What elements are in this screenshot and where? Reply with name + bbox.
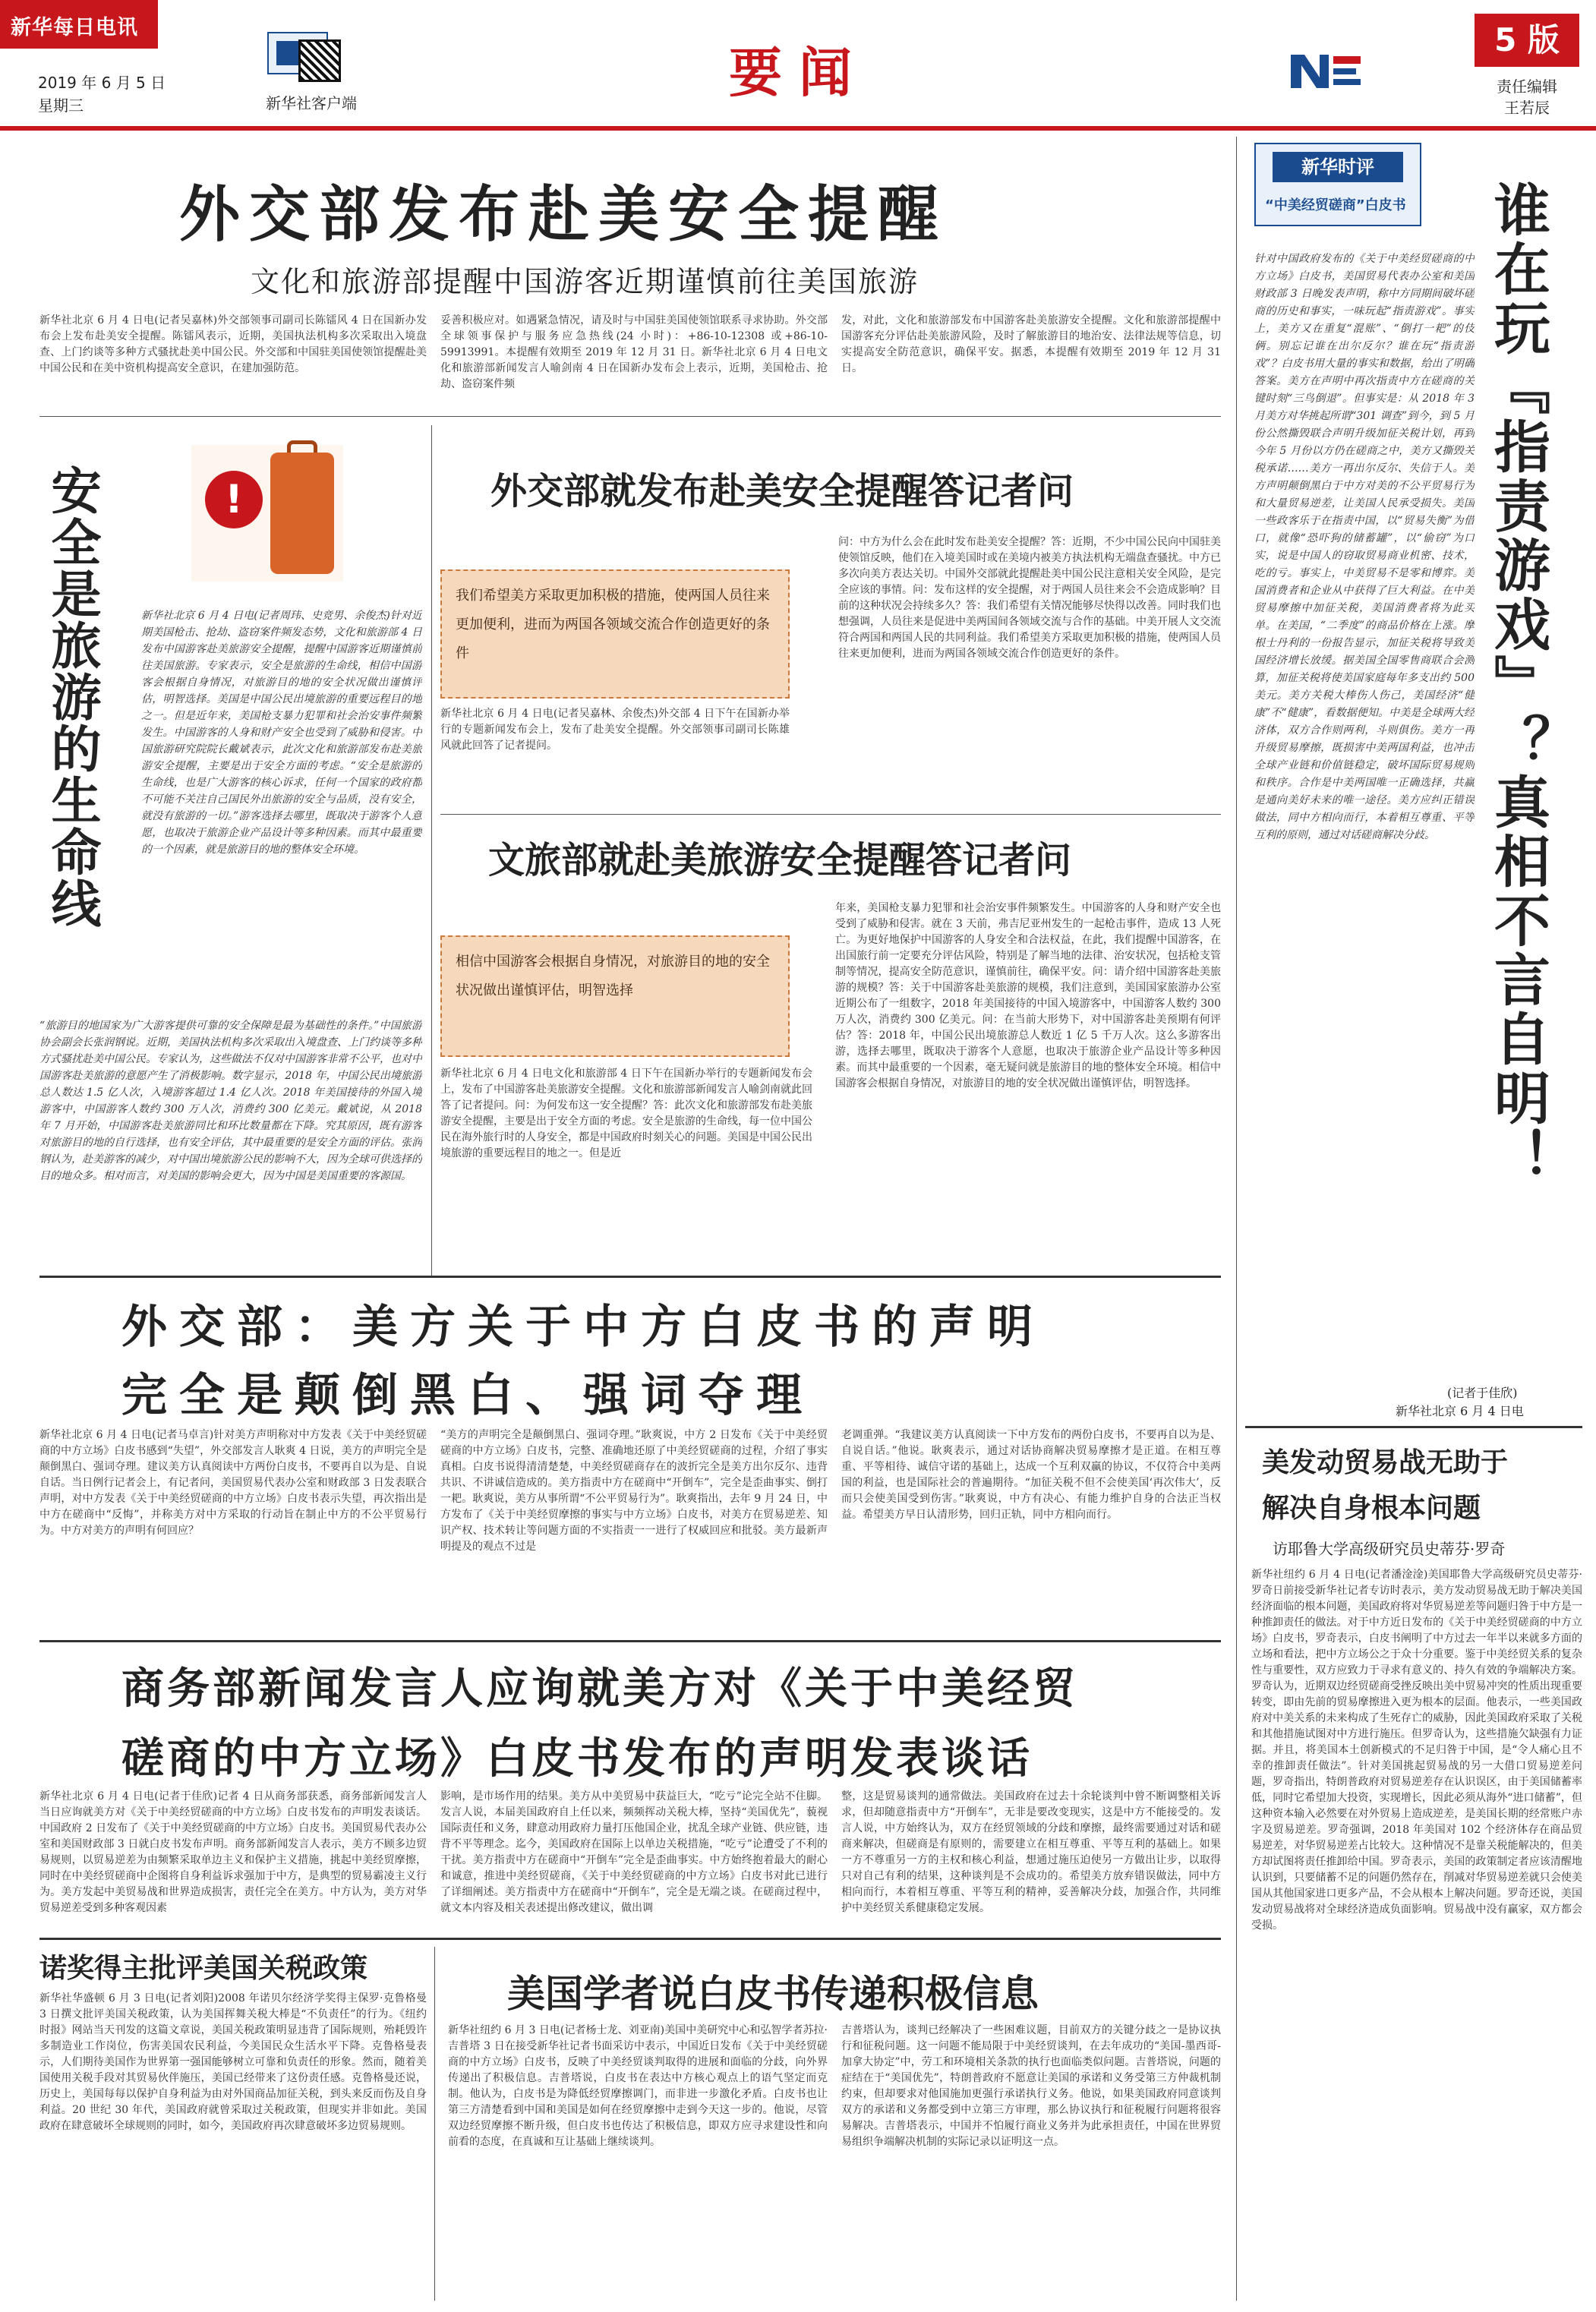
page-edition-badge: 5 版 — [1475, 14, 1579, 67]
commentary-badge: 新华时评 — [1273, 152, 1403, 182]
mct-pull-quote: 相信中国游客会根据自身情况，对旅游目的地的安全状况做出谨慎评估，明智选择 — [440, 935, 790, 1057]
side-story-byline: 访耶鲁大学高级研究员史蒂芬·罗奇 — [1273, 1540, 1506, 1558]
mct-qa-headline: 文旅部就赴美旅游安全提醒答记者问 — [488, 839, 1072, 882]
lead-headline: 外交部发布赴美安全提醒 — [179, 178, 948, 250]
column-rule — [1236, 137, 1237, 2301]
nobel-headline: 诺奖得主批评美国关税政策 — [39, 1952, 368, 1984]
section-divider — [39, 1276, 1221, 1278]
mfa-statement-headline-2: 完全是颠倒黑白、强词夺理 — [121, 1369, 814, 1422]
scholar-col1: 新华社纽约 6 月 3 日电(记者杨士龙、刘亚南)美国中美研究中心和弘智学者苏拉·吉普塔 3 日在接受新华社记者书面采访中表示，中国近日发布《关于中美经贸磋商的中方立场》白皮书，反映了中美经贸谈判取得的进展和面临的分歧，向外界传递出了积极信息。吉普塔说，白皮书在表达中方核心观点上的语气坚定而克制。他认为，白皮书是为降低经贸摩擦调门，而非进一步激化矛盾。白皮书也让第三方清楚看到中国和美国是如何在经贸摩擦中走到今天这一步的。他说，尽管双边经贸摩擦不断升级，但白皮书也传达了积极信息，即双方应寻求建设性和向前看的态度，在真诚和互让基础上继续谈判。 — [448, 2024, 828, 2148]
editor-credit — [1475, 76, 1579, 118]
side-story-body: 新华社纽约 6 月 4 日电(记者潘淦淦)美国耶鲁大学高级研究员史蒂芬·罗奇日前接受新华社记者专访时表示，美方发动贸易战无助于解决美国经济面临的根本问题，美国政府将对华贸易逆差等问题归咎于中方是一种推卸责任的做法。对于中方近日发布的《关于中美经贸磋商的中方立场》白皮书，罗奇表示，白皮书阐明了中方过去一年半以来就多方面的立场和看法，把中方立场公之于众十分重要。鉴于中美经贸关系的复杂性与重要性，双方应致力于寻求有意义的、持久有效的争端解决方案。罗奇认为，近期双边经贸磋商受挫反映出美中贸易冲突的性质出现重要转变，即由先前的贸易摩擦进入更为根本的层面。他表示，一些美国政府对中美关系的未来构成了生死存亡的威胁，因此美国政府采取了关税和其他措施试图对中方进行施压。但罗奇认为，这些措施欠缺强有力证据。并且，将美国本土创新模式的不足归咎于中国，是“令人痛心且不幸的推卸责任做法”。针对美国挑起贸易战的另一大借口贸易逆差问题，罗奇指出，特朗普政府对贸易逆差存在认识误区，由于美国储蓄率低，同时它希望加大投资，实现增长，因此必须从海外“进口储蓄”，但这种资本输入必然要在对外贸易上造成逆差，是美国长期的经常账户赤字及贸易逆差。罗奇强调，2018 年美国对 102 个经济体存在商品贸易逆差，对华贸易逆差占比较大。这种情况不是靠关税能解决的，但美方却试图将责任推卸给中国。罗奇表示，美国的政策制定者应该清醒地认识到，只要储蓄不足的问题仍然存在，削减对华贸易逆差就只会使美国从其他国家进口更多产品，不会从根本上解决问题。罗奇还说，美国发动贸易战将对全球经济造成负面影响。贸易战中没有赢家，双方都会受损。 — [1251, 1569, 1582, 1932]
mct-qa-body: 年来，美国枪支暴力犯罪和社会治安事件频繁发生。中国游客的人身和财产安全也受到了威胁和侵害。就在 3 天前，弗吉尼亚州发生的一起枪击事件，造成 13 人死亡。为更好地保护中国游客的人身安全和合法权益，在此，我们提醒中国游客，在出国旅行前一定要充分评估风险，特别是了解当地的法律、治安状况，包括枪支管制等情况，提高安全防范意识，谨慎前往，确保平安。问：请介绍中国游客赴美旅游的规模？答：关于中国游客赴美旅游的规模，我们注意到，美国国家旅游办公室近期公布了一组数字，2018 年美国接待的中国入境游客中，中国游客人数约 300 万人次，消费约 300 亿美元。问：在当前大形势下，对中国游客赴美预期有何评估？答：2018 年，中国公民出境旅游总人数近 1 亿 5 千万人次。这么多游客出游，选择去哪里，既取决于游客个人意愿，也取决于旅游企业产品设计等多种因素。而其中最重要的一个因素，毫无疑问就是旅游目的地的整体安全环境。相信中国游客会根据自身情况，对旅游目的地的安全状况做出谨慎评估，明智选择。 — [835, 902, 1221, 1090]
mofcom-headline-1: 商务部新闻发言人应询就美方对《关于中美经贸 — [121, 1664, 1078, 1714]
alert-icon: ! — [205, 471, 263, 528]
lead-col1: 新华社北京 6 月 4 日电(记者吴嘉林)外交部领事司副司长陈镭风 4 日在国新办发布会上发布赴美安全提醒。陈镭风表示，近期，美国执法机构多次采取出入境盘查、上门约谈等多种方式骚扰赴美中国公民。外交部和中国驻美国使领馆提醒赴美中国公民和在美中资机构提高安全意识，在建加强防范。 — [39, 314, 427, 374]
mfa-statement-col2: “美方的声明完全是颠倒黑白、强词夺理。”耿爽说，中方 2 日发布《关于中美经贸磋商的中方立场》白皮书，完整、准确地还原了中美经贸磋商的过程，介绍了事实真相。白皮书说得清清楚楚，中美经贸磋商存在的波折完全是美方出尔反尔、违背共识、不讲诚信造成的。美方指责中方在磋商中“开倒车”，完全是歪曲事实、倒打一耙。耿爽说，美方从事所谓“不公平贸易行为”。耿爽指出，去年 9 月 24 日，中方发布了《关于中美经贸摩擦的事实与中方立场》白皮书，对美方在贸易逆差、知识产权、技术转让等问题方面的不实指责一一进行了权威回应和批驳。美方最新声明提及的观点不过是 — [440, 1429, 828, 1553]
mofcom-col1: 新华社北京 6 月 4 日电(记者于佳欣)记者 4 日从商务部获悉，商务部新闻发言人当日应询就美方对《关于中美经贸磋商的中方立场》白皮书发布的声明发表谈话。中国政府 2 日发布了《关于中美经贸磋商的中方立场》白皮书。美国贸易代表办公室和美国财政部 3 日就白皮书发布声明。商务部新闻发言人表示，美方不顾多边贸易规则，以贸易逆差为由频繁采取单边主义和保护主义措施，挑起中美经贸摩擦，同时在中美经贸磋商中企图将自身利益诉求强加于中方，是典型的贸易霸凌主义行为。美方发起中美贸易战和世界造成损害，责任完全在美方。中方认为，美方对华贸易逆差受到多种客观因素 — [39, 1790, 427, 1914]
news-brand-logo-icon — [1283, 44, 1367, 97]
mfa-qa-body: 问：中方为什么会在此时发布赴美安全提醒？答：近期，不少中国公民向中国驻美使领馆反映，他们在入境美国时或在美境内被美方执法机构无端盘查骚扰。中方已多次向美方表达关切。中国外交部就此提醒赴美中国公民注意相关安全风险，是完全应该的事情。问：发布这样的安全提醒，对于两国人员往来会不会造成影响？目前的这种状况会持续多久？答：我们希望有关情况能够尽快得以改善。同时我们也想强调，人员往来是促进中美两国间各领域交流与合作的基础。中美开展人文交流符合两国和两国人民的共同利益。我们希望美方采取更加积极的措施，使两国人员往来更加便利，进而为两国各领域交流合作创造更好的条件。 — [838, 536, 1221, 660]
newspaper-brand: 新华每日电讯 — [0, 0, 158, 49]
safety-body-right: 新华社北京 6 月 4 日电(记者周玮、史竞男、余俊杰)针对近期美国枪击、抢劫、盗窃案件频发态势，文化和旅游部 4 日发布中国游客赴美旅游安全提醒，提醒中国游客近期谨慎前往美国旅游。专家表示，安全是旅游的生命线，相信中国游客会根据自身情况，对旅游目的地的安全状况做出谨慎评估，明智选择。美国是中国公民出境旅游的重要远程目的地之一。但是近年来，美国枪支暴力犯罪和社会治安事件频繁发生。中国游客的人身和财产安全也受到了威胁和侵害。中国旅游研究院院长戴斌表示，此次文化和旅游部发布赴美旅游安全提醒，主要是出于安全方面的考虑。“安全是旅游的生命线，也是广大游客的核心诉求，任何一个国家的政府都不可能不关注自己国民外出旅游的安全与品质，没有安全，就没有旅游的一切。”游客选择去哪里，既取决于游客个人意愿，也取决于旅游企业产品设计等多种因素。而其中最重要的一个因素，就是旅游目的地的整体安全环境。 — [141, 610, 422, 856]
mfa-statement-col3: 老调重弹。“我建议美方认真阅读一下中方发布的两份白皮书，不要再自以为是、自说自话。”他说。耿爽表示，通过对话协商解决贸易摩擦才是正道。在相互尊重、平等相待、诚信守诺的基础上，达成一个互利双赢的协议，不仅符合中美两国的利益，也是国际社会的普遍期待。“加征关税不但不会使美国‘再次伟大’，反而只会使美国受到伤害。”耿爽说，中方有决心、有能力维护自身的合法正当权益。希望美方早日认清形势，回归正轨，同中方相向而行。 — [841, 1429, 1221, 1521]
mfa-qa-headline: 外交部就发布赴美安全提醒答记者问 — [490, 470, 1074, 513]
scholar-col2: 吉普塔认为，谈判已经解决了一些困难议题，目前双方的关键分歧之一是协议执行和征税问题。这一问题不能局限于中美经贸谈判，在去年成功的“美国-墨西哥-加拿大协定”中，劳工和环境相关条款的执行也面临类似问题。吉普塔说，问题的症结在于“美国优先”，特朗普政府不愿意让美国的承诺和义务受第三方仲裁机制约束，但却要求对他国施加更强行承诺执行义务。他说，如果美国政府同意谈判双方的承诺和义务都受到中立第三方审理，那么协议执行和征税履行问题将很容易解决。吉普塔表示，中国并不怕履行商业义务并为此承担责任，中国在世界贸易组织争端解决机制的实际记录以证明这一点。 — [841, 2024, 1221, 2148]
section-divider — [39, 1938, 1221, 1940]
mct-qa-intro: 新华社北京 6 月 4 日电文化和旅游部 4 日下午在国新办举行的专题新闻发布会上，发布了中国游客赴美旅游安全提醒。文化和旅游部新闻发言人喻剑南就此回答了记者提问。问：为何发布这一安全提醒？答：此次文化和旅游部发布赴美旅游安全提醒，主要是出于安全方面的考虑。安全是旅游的生命线，每一位中国公民在海外旅行时的人身安全，都是中国政府时刻关心的问题。美国是中国公民出境旅游的重要远程目的地之一。但是近 — [440, 1068, 812, 1159]
lead-col3: 发，对此，文化和旅游部发布中国游客赴美旅游安全提醒。文化和旅游部提醒中国游客充分评估赴美旅游风险，及时了解旅游目的地治安、法律法规等信息，切实提高安全防范意识，确保平安。据悉，本提醒有效期至 2019 年 12 月 31 日。 — [841, 314, 1221, 374]
commentary-signoff: (记者于佳欣) — [1447, 1386, 1518, 1400]
column-rule — [434, 1947, 435, 2301]
issue-weekday: 星期三 — [38, 96, 84, 115]
mofcom-col3: 整，这是贸易谈判的通常做法。美国政府在过去十余轮谈判中曾不断调整相关诉求，但却随意指责中方“开倒车”，无非是要改变现实，这是中方不能接受的。发言人说，中方始终认为，双方在经贸领域的分歧和摩擦，最终需要通过对话和磋商来解决，但磋商是有原则的，需要建立在相互尊重、平等互利的基础上。如果一方不尊重另一方的主权和核心利益，想通过施压迫使另一方做出让步，以取得只对自己有利的结果，这种谈判是不会成功的。希望美方放弃错误做法，同中方相向而行，本着相互尊重、平等互利的精神，妥善解决分歧，加强合作，共同维护中美经贸关系健康稳定发展。 — [841, 1790, 1221, 1914]
mfa-statement-col1: 新华社北京 6 月 4 日电(记者马卓言)针对美方声明称对中方发表《关于中美经贸磋商的中方立场》白皮书感到“失望”，外交部发言人耿爽 4 日说，美方的声明完全是颠倒黑白、强词夺理。建议美方认真阅读中方两份白皮书，不要再自以为是、自说自话。当日例行记者会上，有记者问，美国贸易代表办公室和财政部 3 日发表联合声明，对中方发表《关于中美经贸磋商的中方立场》白皮书表示失望，再次指出是中方在磋商中“反悔”，并称美方对中方采取的行动旨在制止中方的不公平贸易行为。中方对美方的声明有何回应？ — [39, 1429, 427, 1537]
nobel-body: 新华社华盛顿 6 月 3 日电(记者刘阳)2008 年诺贝尔经济学奖得主保罗·克鲁格曼 3 日撰文批评美国关税政策，认为美国挥舞关税大棒是“不负责任”的行为。《纽约时报》网站当天刊发的这篇文章说，美国关税政策明显违背了国际规则，殆耗毁许多制造业工作岗位，伤害美国农民利益，今美国民众生活水平下降。克鲁格曼表示，人们期待美国作为世界第一强国能够树立可靠和负责任的形象。然而，随着美国使用关税手段对其贸易伙伴施压，美国已经带来了这份责任感。克鲁格曼还说，历史上，美国每每以保护自身利益为由对外国商品加征关税，到头来反而伤及自身利益。20 世纪 30 年代，美国政府就曾采取过关税政策，但现实并非如此。美国政府在肆意破坏全球规则的同时，如今，美国政府再次肆意破坏多边贸易规则。 — [39, 1992, 427, 2132]
section-divider — [1245, 1426, 1582, 1428]
scholar-headline: 美国学者说白皮书传递积极信息 — [507, 1971, 1039, 2016]
column-rule — [431, 425, 432, 1276]
client-label: 新华社客户端 — [266, 94, 357, 112]
commentary-vertical-title: 谁在玩『指责游戏』？真相不言自明！ — [1485, 181, 1550, 1188]
suitcase-icon — [270, 453, 334, 574]
safety-vertical-title: 安全是旅游的生命线 — [43, 465, 102, 929]
lead-subheadline: 文化和旅游部提醒中国游客近期谨慎前往美国旅游 — [251, 265, 919, 298]
mfa-statement-headline-1: 外交部：美方关于中方白皮书的声明 — [121, 1301, 1045, 1354]
editor-label: 责任编辑 — [1497, 77, 1557, 96]
mofcom-col2: 影响，是市场作用的结果。美方从中美贸易中获益巨大，“吃亏”论完全站不住脚。发言人说，本届美国政府自上任以来，频频挥动关税大棒，坚持“美国优先”，藐视国际责任和义务，肆意动用政府力量打压他国企业，扰乱全球产业链、供应链，违背不平等理念。迄今，美国政府在国际上以单边关税措施，“吃亏”论遭受了不利的干扰。美方指责中方在磋商中“开倒车”完全是歪曲事实。中方始终抱着最大的耐心和诚意，推进中美经贸磋商，《关于中美经贸磋商的中方立场》白皮书对此已进行了详细阐述。美方指责中方在磋商中“开倒车”，完全是无端之谈。在磋商过程中，就文本内容及相关表述提出修改建议，做出调 — [440, 1790, 828, 1914]
commentary-dateline: 新华社北京 6 月 4 日电 — [1396, 1404, 1524, 1418]
divider — [440, 814, 1221, 815]
issue-date — [38, 71, 166, 117]
lead-col2: 妥善积极应对。如遇紧急情况，请及时与中国驻美国使领馆联系寻求协助。外交部全球领事保护与服务应急热线(24 小时)：+86-10-12308 或+86-10-59913991。本提醒有效期至 2019 年 12 月 31 日。新华社北京 6 月 4 日电文化和旅游部新闻发言人喻剑南 4 日在国新办发布会上表示，近期，美国枪击、抢劫、盗窃案件频 — [440, 314, 828, 390]
commentary-topic: “中美经贸磋商”白皮书 — [1265, 197, 1406, 213]
mfa-qa-intro: 新华社北京 6 月 4 日电(记者吴嘉林、余俊杰)外交部 4 日下午在国新办举行的专题新闻发布会上，发布了赴美安全提醒。外交部领事司副司长陈雄风就此回答了记者提问。 — [440, 708, 790, 752]
section-divider — [39, 1640, 1221, 1642]
mofcom-headline-2: 磋商的中方立场》白皮书发布的声明发表谈话 — [121, 1733, 1033, 1784]
divider — [39, 416, 1221, 417]
masthead-rule — [0, 126, 1596, 131]
commentary-body: 针对中国政府发布的《关于中美经贸磋商的中方立场》白皮书，美国贸易代表办公室和美国财政部 3 日晚发表声明，称中方同期间破坏磋商的历史和事实，一味玩起“指责游戏”。事实上，美方又在重复“混账”、“倒打一耙”的伎俩。别忘记谁在出尔反尔？谁在玩“指责游戏”？白皮书用大量的事实和数据，给出了明确答案。美方在声明中再次指责中方在磋商的关键时刻“三鸟倒退”。但事实是：从 2018 年 3 月美方对华挑起所谓“301 调查”到今，到 5 月份公然撕毁联合声明升级加征关税计划，再到今年 5 月份以方仍在磋商之中，美方又撕毁关税承诺……美方一再出尔反尔、失信于人。美方声明颠倒黑白于中方对美的不公平贸易行为和大量贸易逆差，让美国人民承受损失。美国一些政客乐于在指责中国，以“贸易失衡”为借口，就像“恐吓狗的储蓄罐”，以“偷窃”为口实，说是中国人的窃取贸易商业机密、技术，吃的亏。事实上，中美贸易不是零和博弈。美国消费者和企业从中获得了巨大利益。在中美贸易摩擦中加征关税，美国消费者将为此买单。在美国，“二季度”的商品价格在上涨。摩根士丹利的一份报告显示，加征关税将导致美国经济增长放缓。据美国全国零售商联合会测算，加征关税将使美国家庭每年多支出约 500 美元。美方关税大棒伤人伤己，美国经济“健康”不“健康”，看数据便知。中美是全球两大经济体，双方合作则两利，斗则俱伤。美方一再升级贸易摩擦，既损害中美两国利益，也冲击全球产业链和价值链稳定，破坏国际贸易规则和秩序。合作是中美两国唯一正确选择，共赢是通向美好未来的唯一途径。美方应纠正错误做法，同中方相向而行，本着相互尊重、平等互利的原则，通过对话磋商解决分歧。 — [1254, 253, 1475, 841]
mfa-pull-quote: 我们希望美方采取更加积极的措施，使两国人员往来更加便利，进而为两国各领域交流合作创造更好的条件 — [440, 569, 790, 699]
issue-date-text: 2019 年 6 月 5 日 — [38, 74, 166, 92]
editor-name: 王若辰 — [1504, 99, 1550, 117]
side-story-headline-2: 解决自身根本问题 — [1262, 1492, 1481, 1524]
section-title: 要闻 — [729, 41, 869, 104]
qr-code-icon[interactable] — [298, 39, 341, 82]
safety-body-bottom: “旅游目的地国家为广大游客提供可靠的安全保障是最为基础性的条件。”中国旅游协会副会长张润钢说。近期，美国执法机构多次采取出入境盘查、上门约谈等多种方式骚扰赴美中国公民。专家认为，这些做法不仅对中国游客非常不公平，也对中国游客赴美旅游的意愿产生了消极影响。数字显示，2018 年，中国公民出境旅游总人数达 1.5 亿人次，入境游客超过 1.4 亿人次。2018 年美国接待的外国入境游客中，中国游客人数约 300 万人次，消费约 300 亿美元。戴斌说，从 2018 年 7 月开始，中国游客赴美旅游同比和环比数量都在下降。究其原因，既有游客对旅游目的地的自行选择，也有安全评估，其中最重要的是安全方面的评估。张润钢认为，赴美游客的减少，对中国出境旅游公民的影响不大，因为全球可供选择的目的地众多。相对而言，对美国的影响会更大，因为中国是美国重要的客源国。 — [39, 1020, 422, 1182]
side-story-headline-1: 美发动贸易战无助于 — [1262, 1446, 1509, 1478]
